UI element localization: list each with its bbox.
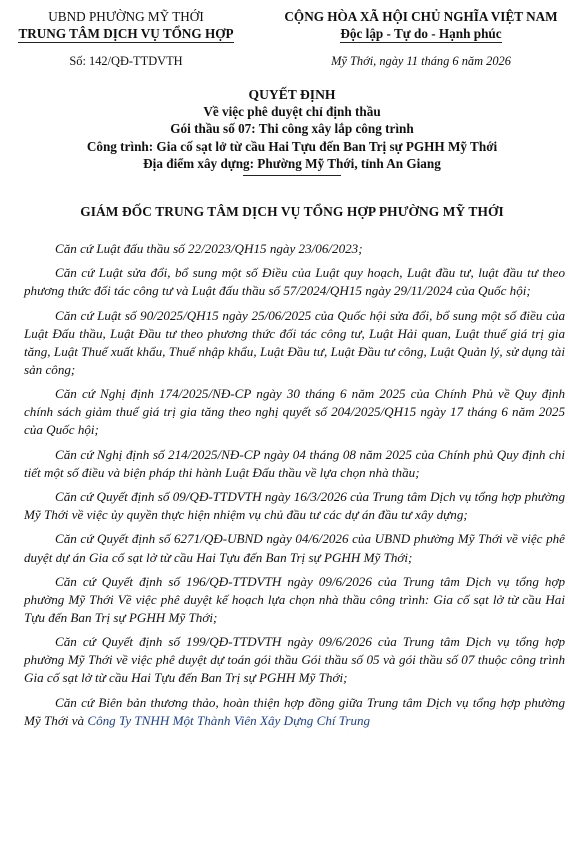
legal-basis-paragraph: Căn cứ Nghị định số 214/2025/NĐ-CP ngày 04 tháng 08 năm 2025 của Chính phủ Quy định chi tiết một số điều và biện pháp thi hành Luật Đấu thầu về lựa chọn nhà thầu; bbox=[24, 446, 565, 480]
legal-basis-paragraph: Căn cứ Quyết định số 196/QĐ-TTDVTH ngày 09/6/2026 của Trung tâm Dịch vụ tổng hợp phường Mỹ Thới Về việc phê duyệt kế hoạch lựa chọn nhà thầu công trình: Gia cố sạt lở từ cầu Hai Tựu đến Ban Trị sự PGHH Mỹ Thới; bbox=[24, 573, 565, 625]
project-name: Công trình: Gia cố sạt lở từ cầu Hai Tựu đến Ban Trị sự PGHH Mỹ Thới bbox=[86, 138, 498, 154]
package-name: Gói thầu số 07: Thi công xây lắp công trình bbox=[170, 121, 414, 137]
legal-bases bbox=[24, 240, 565, 736]
legal-basis-paragraph: Căn cứ Quyết định số 199/QĐ-TTDVTH ngày 09/6/2026 của Trung tâm Dịch vụ tổng hợp phường Mỹ Thới về việc phê duyệt dự toán gói thầu Gói thầu số 05 và gói thầu số 07 thuộc công trình Gia cố sạt lở từ cầu Hai Tựu đến Ban Trị sự PGHH Mỹ Thới; bbox=[24, 634, 565, 686]
paragraph-text: Căn cứ Biên bản thương thảo, hoàn thiện hợp đồng giữa Trung tâm Dịch vụ tổng hợp phường Mỹ Thới và bbox=[24, 694, 565, 728]
decision-subject: Về việc phê duyệt chỉ định thầu bbox=[203, 104, 381, 120]
legal-basis-paragraph: Căn cứ Quyết định số 6271/QĐ-UBND ngày 04/6/2026 của UBND phường Mỹ Thới về việc phê duyệt dự án Gia cố sạt lở từ cầu Hai Tựu đến Ban Trị sự PGHH Mỹ Thới; bbox=[24, 531, 565, 565]
place-date: Mỹ Thới, ngày 11 tháng 6 năm 2026 bbox=[331, 54, 511, 68]
document-number: Số: 142/QĐ-TTDVTH bbox=[69, 54, 183, 68]
construction-location: Địa điểm xây dựng: Phường Mỹ Thới, tỉnh An Giang bbox=[143, 155, 441, 171]
legal-basis-paragraph: Căn cứ Luật đấu thầu số 22/2023/QH15 ngày 23/06/2023; bbox=[55, 241, 363, 256]
decision-heading: QUYẾT ĐỊNH bbox=[248, 87, 336, 102]
legal-basis-paragraph-last bbox=[24, 694, 565, 730]
legal-basis-paragraph: Căn cứ Quyết định số 09/QĐ-TTDVTH ngày 16/3/2026 của Trung tâm Dịch vụ tổng hợp phường Mỹ Thới về việc ủy quyền thực hiện nhiệm vụ chủ đầu tư các dự án đầu tư xây dựng; bbox=[24, 489, 565, 523]
contractor-name: Công Ty TNHH Một Thành Viên Xây Dựng Chí Trung bbox=[87, 712, 371, 728]
issuing-agency-block bbox=[0, 8, 252, 70]
legal-basis-paragraph: Căn cứ Luật sửa đổi, bổ sung một số Điều của Luật quy hoạch, Luật đầu tư, luật đầu tư theo phương thức đối tác công tư và Luật đấu thầu số 57/2024/QH15 ngày 29/11/2024 của Quốc hội; bbox=[24, 265, 565, 299]
national-motto-block bbox=[258, 8, 584, 70]
motto: Độc lập - Tự do - Hạnh phúc bbox=[340, 26, 502, 41]
country-name: CỘNG HÒA XÃ HỘI CHỦ NGHĨA VIỆT NAM bbox=[284, 9, 558, 24]
title-divider bbox=[243, 175, 341, 176]
legal-basis-paragraph: Căn cứ Nghị định 174/2025/NĐ-CP ngày 30 tháng 6 năm 2025 của Chính Phủ về Quy định chính sách giảm thuế giá trị gia tăng theo nghị quyết số 204/2025/QH15 ngày 17 tháng 6 năm 2025 của Quốc hội; bbox=[24, 386, 565, 438]
agency-parent: UBND PHƯỜNG MỸ THỚI bbox=[48, 9, 204, 24]
agency-name: TRUNG TÂM DỊCH VỤ TỔNG HỢP bbox=[18, 26, 234, 41]
issuer-title: GIÁM ĐỐC TRUNG TÂM DỊCH VỤ TỔNG HỢP PHƯỜNG MỸ THỚI bbox=[80, 204, 504, 219]
decision-title-block bbox=[0, 86, 584, 176]
legal-basis-paragraph: Căn cứ Luật số 90/2025/QH15 ngày 25/06/2025 của Quốc hội sửa đổi, bổ sung một số điều của Luật Đấu thầu, Luật Đầu tư theo phương thức đối tác công tư, Luật Hải quan, Luật thuế giá trị gia tăng, Luật Thuế xuất khẩu, Thuế nhập khẩu, Luật Đầu tư, Luật Đầu tư công, Luật Quản lý, sử dụng tài sản công; bbox=[24, 307, 565, 377]
